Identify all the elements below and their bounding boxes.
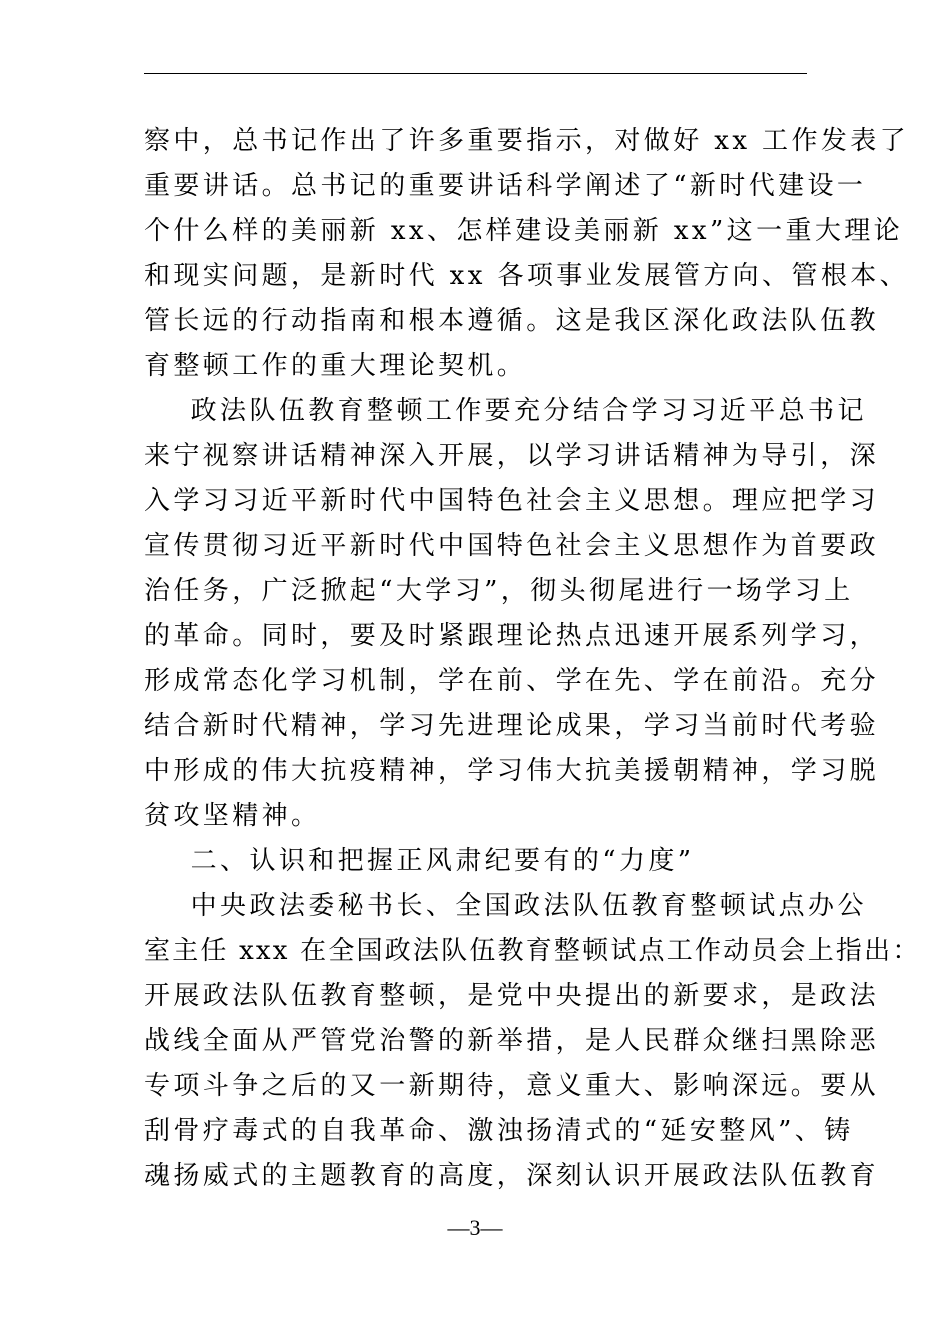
section-heading: 二、认识和把握正风肃纪要有的“力度” (144, 846, 695, 876)
text-line: 形成常态化学习机制，学在前、学在先、学在前沿。充分 (144, 666, 880, 696)
header-rule (144, 73, 807, 74)
page-number: —3— (447, 1215, 503, 1240)
text-line: 魂扬威式的主题教育的高度，深刻认识开展政法队伍教育 (144, 1161, 880, 1191)
text-line: 宣传贯彻习近平新时代中国特色社会主义思想作为首要政 (144, 531, 880, 561)
text-line: 和现实问题，是新时代 xx 各项事业发展管方向、管根本、 (144, 261, 910, 291)
text-line: 个什么样的美丽新 xx、怎样建设美丽新 xx”这一重大理论 (144, 216, 904, 246)
text-line: 入学习习近平新时代中国特色社会主义思想。理应把学习 (144, 486, 880, 516)
text-line: 贫攻坚精神。 (144, 801, 321, 831)
text-line: 室主任 xxx 在全国政法队伍教育整顿试点工作动员会上指出： (144, 936, 921, 966)
text-line: 管长远的行动指南和根本遵循。这是我区深化政法队伍教 (144, 306, 880, 336)
text-line: 专项斗争之后的又一新期待，意义重大、影响深远。要从 (144, 1071, 880, 1101)
text-line: 结合新时代精神，学习先进理论成果，学习当前时代考验 (144, 711, 880, 741)
text-line: 刮骨疗毒式的自我革命、激浊扬清式的“延安整风”、铸 (144, 1116, 854, 1146)
text-line: 育整顿工作的重大理论契机。 (144, 351, 527, 381)
text-line: 开展政法队伍教育整顿，是党中央提出的新要求，是政法 (144, 981, 880, 1011)
text-line: 治任务，广泛掀起“大学习”，彻头彻尾进行一场学习上 (144, 576, 854, 606)
text-line: 来宁视察讲话精神深入开展，以学习讲话精神为导引，深 (144, 441, 880, 471)
text-line: 中形成的伟大抗疫精神，学习伟大抗美援朝精神，学习脱 (144, 756, 880, 786)
text-line: 战线全面从严管党治警的新举措，是人民群众继扫黑除恶 (144, 1026, 880, 1056)
text-line: 重要讲话。总书记的重要讲话科学阐述了“新时代建设一 (144, 171, 867, 201)
paragraph-start-line: 政法队伍教育整顿工作要充分结合学习习近平总书记 (144, 396, 867, 426)
text-line: 察中，总书记作出了许多重要指示，对做好 xx 工作发表了 (144, 126, 910, 156)
paragraph-start-line: 中央政法委秘书长、全国政法队伍教育整顿试点办公 (144, 891, 867, 921)
text-line: 的革命。同时，要及时紧跟理论热点迅速开展系列学习， (144, 621, 880, 651)
